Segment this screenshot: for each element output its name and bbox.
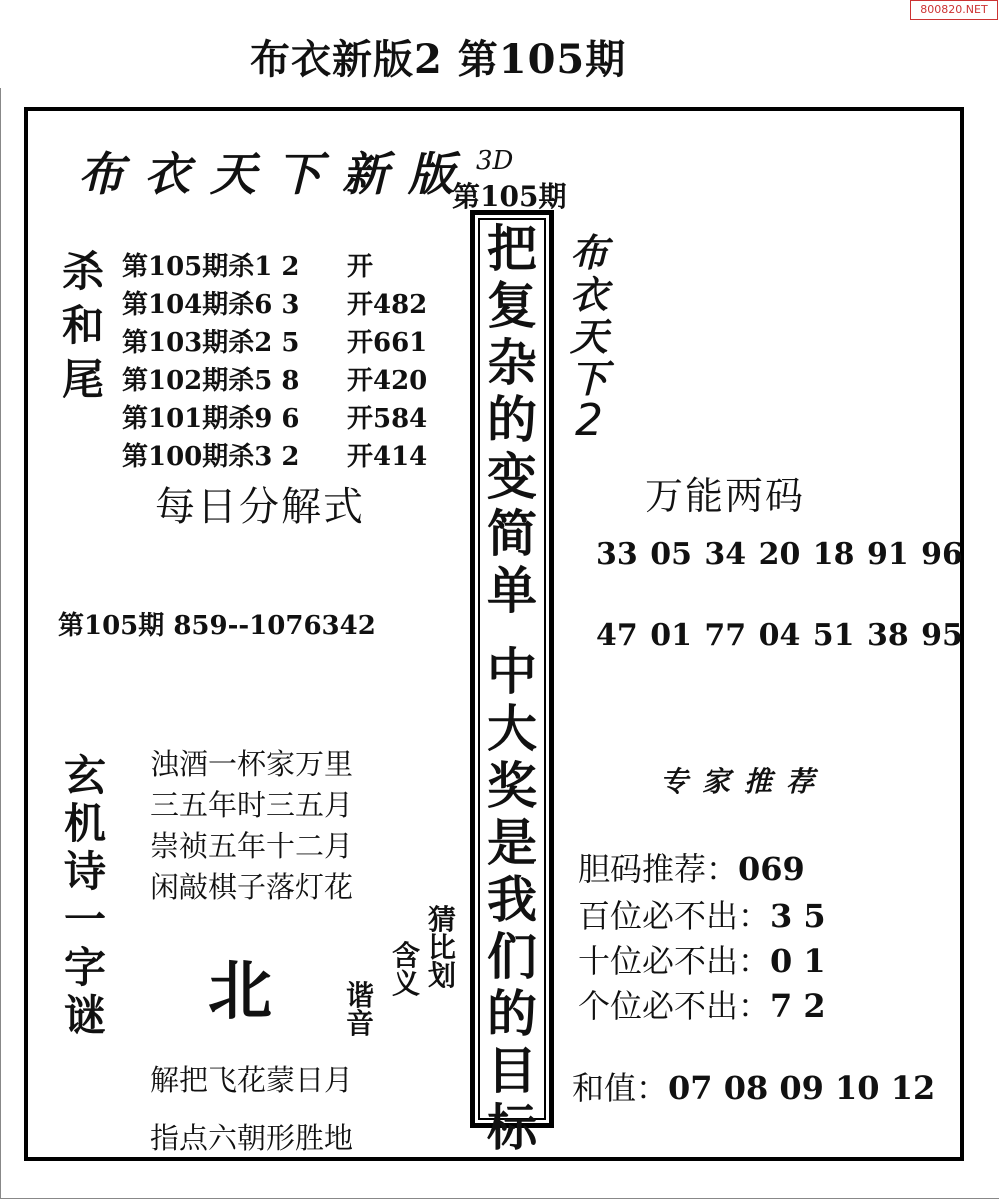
rec-value: 3 5	[770, 897, 826, 935]
wanneng-title: 万能两码	[645, 474, 806, 518]
slogan-char: 简	[487, 504, 537, 563]
open-value: 开584	[347, 404, 428, 434]
kill-row	[122, 322, 467, 360]
rec-label: 个位必不出：	[578, 987, 771, 1025]
poem-lines	[150, 744, 353, 908]
poem-label-char: 一	[64, 895, 107, 944]
slogan-char: 的	[487, 984, 537, 1043]
poster-headline: 布衣天下新版	[78, 147, 474, 201]
slogan-char: 目	[487, 1041, 537, 1100]
slogan-char: 是	[487, 813, 537, 872]
kill-row	[122, 398, 467, 436]
poem-label-char: 诗	[64, 847, 107, 896]
poem-line: 闲敲棋子落灯花	[150, 870, 354, 904]
daily-formula: 第105期 859--1076342	[58, 611, 376, 641]
slogan-char: 们	[487, 927, 537, 986]
hint-char: 义	[392, 967, 421, 1000]
poem-label-char: 字	[64, 943, 107, 992]
hint-char: 音	[346, 1007, 375, 1040]
sum-row	[572, 1063, 935, 1109]
slogan-char: 复	[487, 276, 537, 335]
poem-label-char: 玄	[64, 751, 107, 800]
rec-value: 069	[738, 850, 805, 888]
kill-label-char: 尾	[62, 355, 105, 404]
hint-char: 谐	[346, 979, 375, 1012]
kill-value: 第101期杀9 6	[122, 404, 300, 434]
slogan-char: 单	[487, 561, 537, 620]
slogan-char: 我	[487, 870, 537, 929]
kill-label-char: 和	[62, 301, 105, 350]
slogan-char: 中	[487, 642, 537, 701]
expert-title: 专家推荐	[660, 765, 829, 798]
explanation-line: 指点六朝形胜地	[150, 1121, 354, 1155]
hint-char: 含	[392, 939, 421, 972]
slogan-char: 变	[487, 447, 537, 506]
poem-label-char: 机	[64, 799, 107, 848]
kill-row	[122, 436, 467, 474]
hint-char: 比	[428, 931, 457, 964]
kill-row	[122, 246, 467, 284]
hint-column	[392, 939, 421, 1000]
recommendation-row	[578, 844, 805, 890]
site-watermark: 800820.NET	[910, 0, 998, 20]
riddle-answer: 北	[208, 955, 272, 1029]
kill-label-char: 杀	[62, 247, 105, 296]
label-issue: 第105期	[452, 180, 567, 213]
kill-value: 第104期杀6 3	[122, 290, 300, 320]
kill-label	[62, 245, 104, 407]
explanation-line: 解把飞花蒙日月	[150, 1063, 354, 1097]
kill-value: 第105期杀1 2	[122, 252, 300, 282]
poem-line: 崇祯五年十二月	[150, 829, 354, 863]
slogan-char: 杂	[487, 333, 537, 392]
hint-char: 猜	[428, 903, 457, 936]
kill-value: 第103期杀2 5	[122, 328, 300, 358]
label-3d: 3D	[476, 146, 514, 176]
brand-char: 布	[570, 230, 609, 275]
kill-row	[122, 360, 467, 398]
wanneng-line: 33 05 34 20 18 91 96	[596, 537, 963, 572]
brand-char: 衣	[570, 272, 609, 317]
slogan-vertical	[478, 220, 546, 1156]
kill-table	[122, 246, 467, 474]
slogan-char: 奖	[487, 756, 537, 815]
rec-label: 十位必不出：	[578, 942, 771, 980]
open-value: 开661	[347, 328, 428, 358]
poem-label-char: 谜	[64, 991, 107, 1040]
open-value: 开414	[347, 442, 428, 472]
recommendation-row	[578, 891, 826, 937]
hint-column	[428, 903, 457, 992]
poem-line: 浊酒一杯家万里	[150, 747, 354, 781]
rec-value: 0 1	[770, 942, 826, 980]
open-value: 开	[347, 252, 374, 282]
rec-value: 7 2	[770, 987, 826, 1025]
hint-char: 划	[428, 959, 457, 992]
slogan-char: 把	[487, 219, 537, 278]
kill-value: 第102期杀5 8	[122, 366, 300, 396]
poem-line: 三五年时三五月	[150, 788, 354, 822]
sum-value: 07 08 09 10 12	[668, 1069, 936, 1107]
brand-char: 下	[570, 356, 609, 401]
wanneng-line: 47 01 77 04 51 38 95	[596, 618, 963, 653]
open-value: 开482	[347, 290, 428, 320]
sum-label: 和值：	[572, 1069, 669, 1107]
recommendation-row	[578, 936, 826, 982]
page-title: 布衣新版2 第105期	[250, 36, 627, 83]
hint-column	[346, 979, 375, 1040]
daily-formula-title: 每日分解式	[155, 484, 365, 530]
brand-char: 天	[570, 314, 609, 359]
kill-row	[122, 284, 467, 322]
rec-label: 百位必不出：	[578, 897, 771, 935]
brand-number: 2	[575, 395, 603, 446]
kill-value: 第100期杀3 2	[122, 442, 300, 472]
rec-label: 胆码推荐：	[578, 850, 739, 888]
open-value: 开420	[347, 366, 428, 396]
slogan-char: 标	[487, 1098, 537, 1157]
slogan-char: 大	[487, 699, 537, 758]
slogan-char: 的	[487, 390, 537, 449]
recommendation-row	[578, 981, 826, 1027]
poem-label	[64, 752, 106, 1040]
brand-vertical	[570, 230, 609, 446]
